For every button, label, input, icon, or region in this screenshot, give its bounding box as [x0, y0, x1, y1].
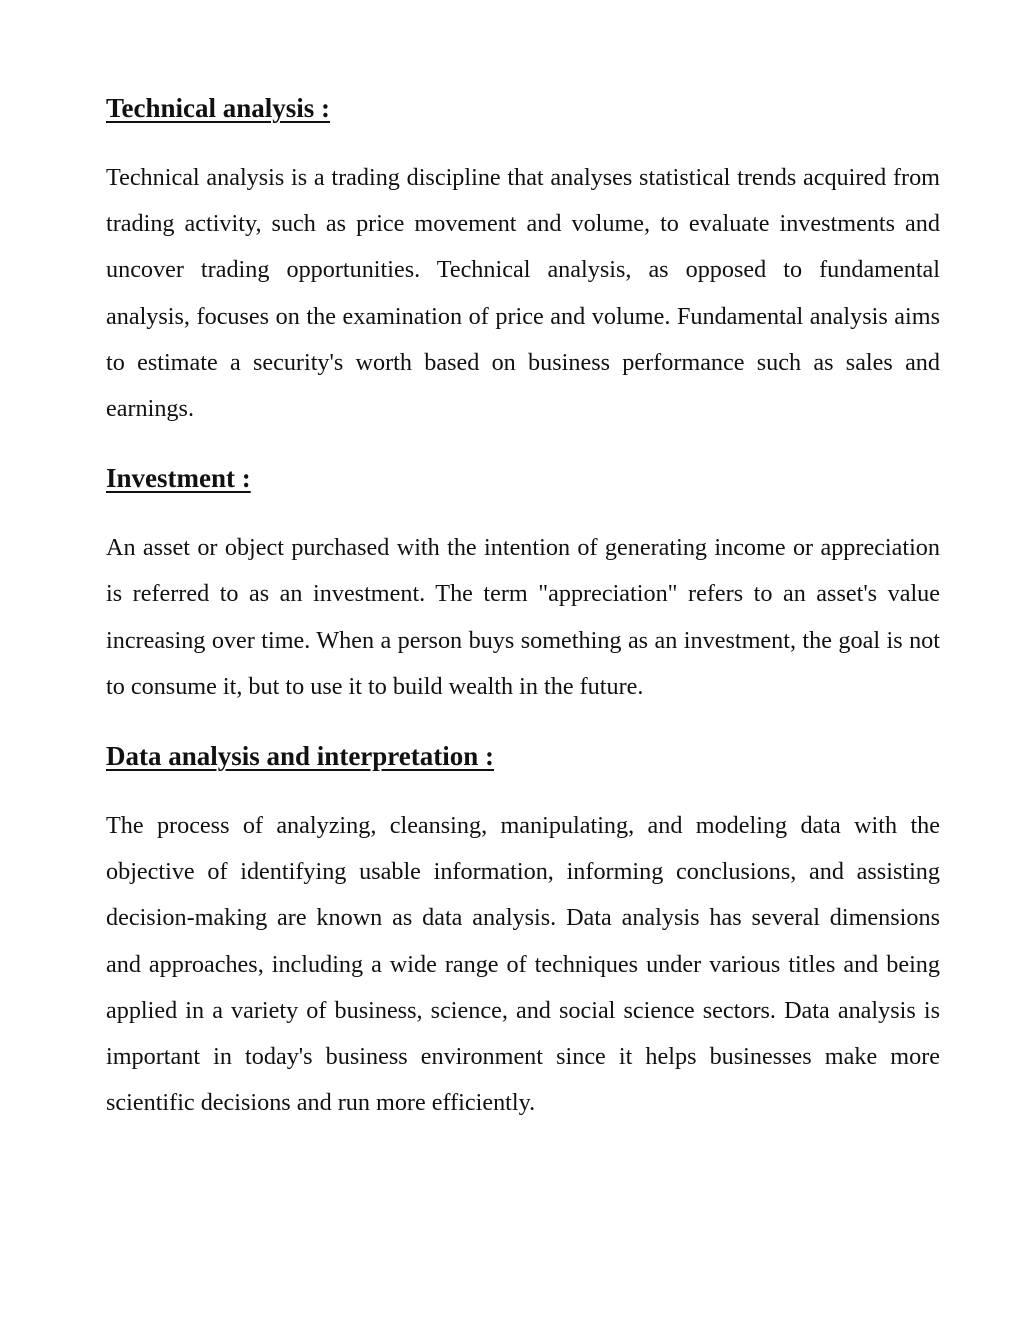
section-heading: Technical analysis :: [106, 93, 331, 123]
section-paragraph: An asset or object purchased with the intention of generating income or appreciation is referred to as an investment. The term "appreciation" refers to an asset's value increasing over time. When a person buys something as an investment, the goal is not to consume it, but to use it to build wealth in the future.: [106, 534, 940, 700]
section-heading: Investment :: [106, 463, 251, 494]
section-paragraph: Technical analysis is a trading discipline that analyses statistical trends acquired from trading activity, such as price movement and volume, to evaluate investments and uncover trading opportunities. Technical analysis, as opposed to fundamental analysis, focuses on the examination of price and volume. Fundamental analysis aims to estimate a security's worth based on business performance such as sales and earnings.: [106, 164, 940, 423]
section-paragraph: The process of analyzing, cleansing, manipulating, and modeling data with the objective of identifying usable information, informing conclusions, and assisting decision-making are known as data analysis. Data analysis has several dimensions and approaches, including a wide range of techniques under various titles and being applied in a variety of business, science, and social science sectors. Data analysis is important in today's business environment since it helps businesses make more scientific decisions and run more efficiently.: [106, 812, 940, 1117]
section-investment: [106, 458, 940, 710]
section-data-analysis: [106, 736, 940, 1126]
document-page: [106, 88, 940, 1126]
section-heading: Data analysis and interpretation :: [106, 741, 495, 772]
section-technical-analysis: [106, 88, 940, 432]
